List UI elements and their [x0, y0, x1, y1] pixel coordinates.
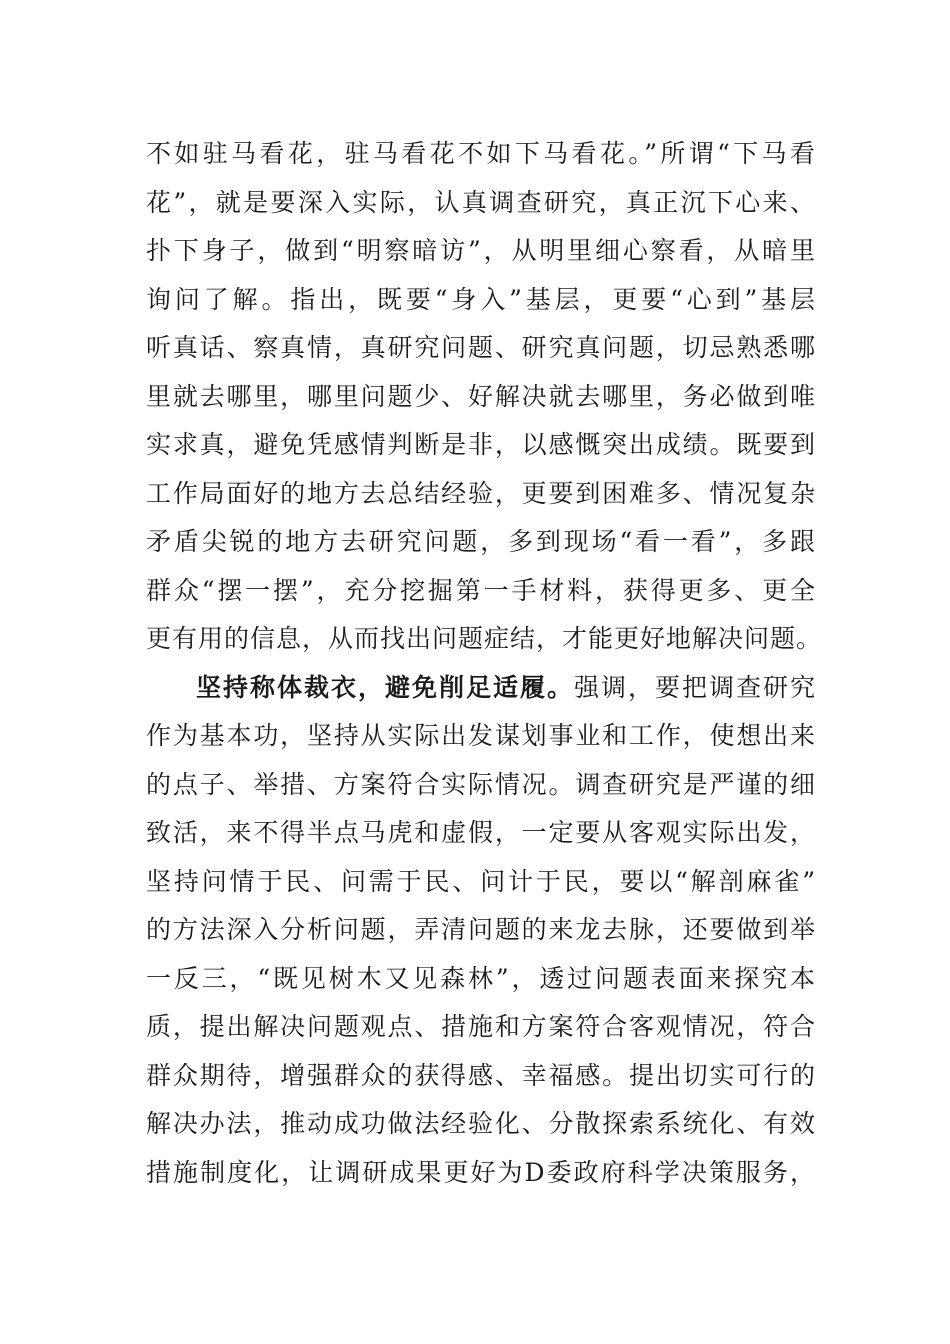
text-line: 听真话、察真情，真研究问题、研究真问题，切忌熟悉哪	[146, 333, 816, 362]
text-line: 不如驻马看花，驻马看花不如下马看花。”所谓“下马看	[146, 139, 816, 168]
paragraph-1	[146, 130, 823, 664]
text-line: 更有用的信息，从而找出问题症结，才能更好地解决问题。	[146, 624, 823, 653]
text-line: 解决办法，推动成功做法经验化、分散探索系统化、有效	[146, 1109, 816, 1138]
text-line: 群众期待，增强群众的获得感、幸福感。提出切实可行的	[146, 1060, 816, 1090]
text-line: 的方法深入分析问题，弄清问题的来龙去脉，还要做到举	[146, 915, 816, 944]
paragraph-first-line	[146, 664, 816, 713]
paragraph-heading: 坚持称体裁衣，避免削足适履。	[196, 672, 574, 702]
text-line: 质，提出解决问题观点、措施和方案符合客观情况，符合	[146, 1012, 816, 1041]
paragraph-first-line-text: 强调，要把调查研究	[573, 672, 816, 702]
text-line: 措施制度化，让调研成果更好为D委政府科学决策服务，	[146, 1157, 816, 1187]
text-line: 坚持问情于民、问需于民、问计于民，要以“解剖麻雀”	[146, 866, 816, 896]
text-line: 实求真，避免凭感情判断是非，以感慨突出成绩。既要到	[146, 430, 816, 459]
text-line: 作为基本功，坚持从实际出发谋划事业和工作，使想出来	[146, 721, 816, 750]
text-line: 群众“摆一摆”，充分挖掘第一手材料，获得更多、更全	[146, 575, 816, 605]
text-line: 工作局面好的地方去总结经验，更要到困难多、情况复杂	[146, 478, 816, 508]
text-line: 里就去哪里，哪里问题少、好解决就去哪里，务必做到唯	[146, 381, 816, 411]
text-line: 花”，就是要深入实际，认真调查研究，真正沉下心来、	[146, 187, 816, 217]
text-line: 的点子、举措、方案符合实际情况。调查研究是严谨的细	[146, 769, 816, 799]
body-text	[146, 130, 823, 1197]
paragraph-2	[146, 664, 816, 1198]
text-line: 致活，来不得半点马虎和虚假，一定要从客观实际出发，	[146, 818, 816, 847]
text-line: 询问了解。指出，既要“身入”基层，更要“心到”基层	[146, 284, 816, 314]
text-line: 矛盾尖锐的地方去研究问题，多到现场“看一看”，多跟	[146, 527, 816, 556]
text-line: 扑下身子，做到“明察暗访”，从明里细心察看，从暗里	[146, 236, 816, 265]
text-line: 一反三，“既见树木又见森林”，透过问题表面来探究本	[146, 963, 816, 993]
